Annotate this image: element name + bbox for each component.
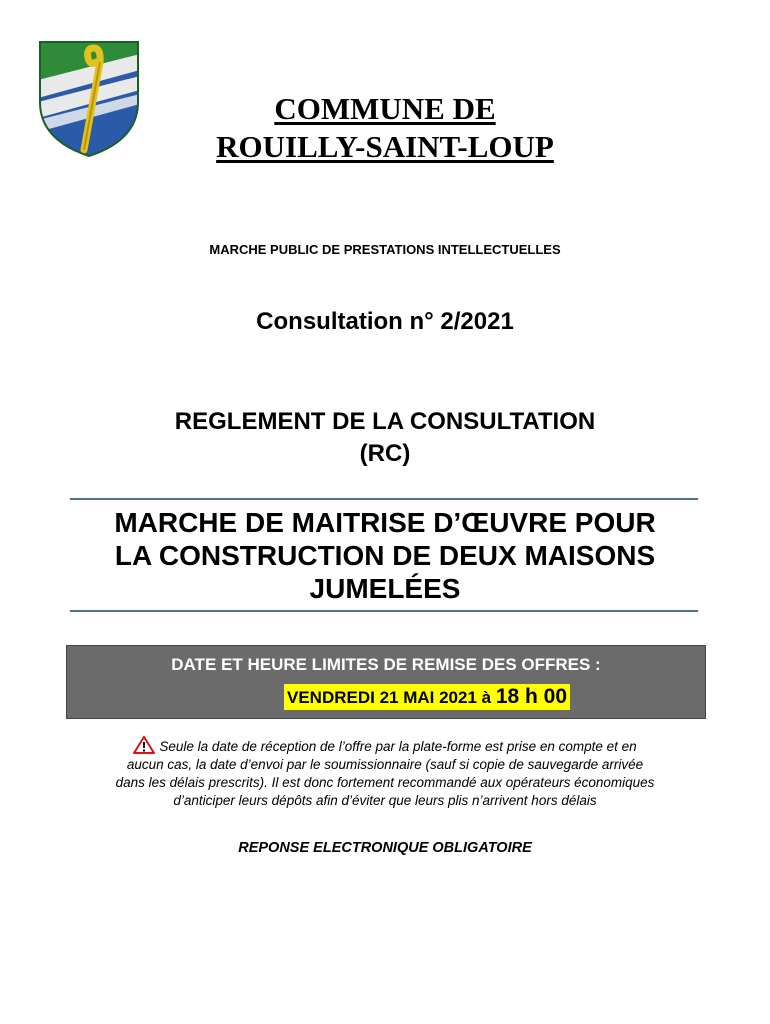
commune-line-2: ROUILLY-SAINT-LOUP xyxy=(216,129,554,164)
objet-line-2: LA CONSTRUCTION DE DEUX MAISONS xyxy=(114,540,656,571)
electronic-response-notice: REPONSE ELECTRONIQUE OBLIGATOIRE xyxy=(238,840,532,856)
commune-title xyxy=(0,90,770,166)
deadline-date: VENDREDI 21 MAI 2021 à xyxy=(287,688,492,707)
commune-line-1: COMMUNE DE xyxy=(274,91,496,126)
marche-type: MARCHE PUBLIC DE PRESTATIONS INTELLECTUELLES xyxy=(209,242,561,257)
reglement-line-1: REGLEMENT DE LA CONSULTATION xyxy=(174,408,596,435)
reglement-title xyxy=(0,406,770,470)
notice-line-2: aucun cas, la date d’envoi par le soumissionnaire (sauf si copie de sauvegarde arrivée xyxy=(126,757,644,772)
deadline-value xyxy=(284,684,570,710)
marche-objet xyxy=(0,506,770,605)
reglement-line-2: (RC) xyxy=(359,440,411,467)
divider-bottom xyxy=(70,610,698,612)
objet-line-1: MARCHE DE MAITRISE D’ŒUVRE POUR xyxy=(114,507,656,538)
notice-text-1: Seule la date de réception de l’offre par la plate-forme est prise en compte et en xyxy=(159,739,637,754)
divider-top xyxy=(70,498,698,500)
notice-line-4: d’anticiper leurs dépôts afin d’éviter que leurs plis n’arrivent hors délais xyxy=(173,793,597,808)
consultation-number: Consultation n° 2/2021 xyxy=(256,308,514,335)
deadline-title: DATE ET HEURE LIMITES DE REMISE DES OFFRES : xyxy=(171,655,601,674)
warning-triangle-icon xyxy=(133,736,155,754)
deadline-box xyxy=(66,645,706,719)
objet-line-3: JUMELÉES xyxy=(309,573,461,604)
notice-line-1 xyxy=(70,736,700,756)
notice-line-3: dans les délais prescrits). Il est donc fortement recommandé aux opérateurs économiques xyxy=(115,775,655,790)
deadline-notice xyxy=(70,736,700,810)
deadline-hour: 18 h 00 xyxy=(495,685,568,708)
